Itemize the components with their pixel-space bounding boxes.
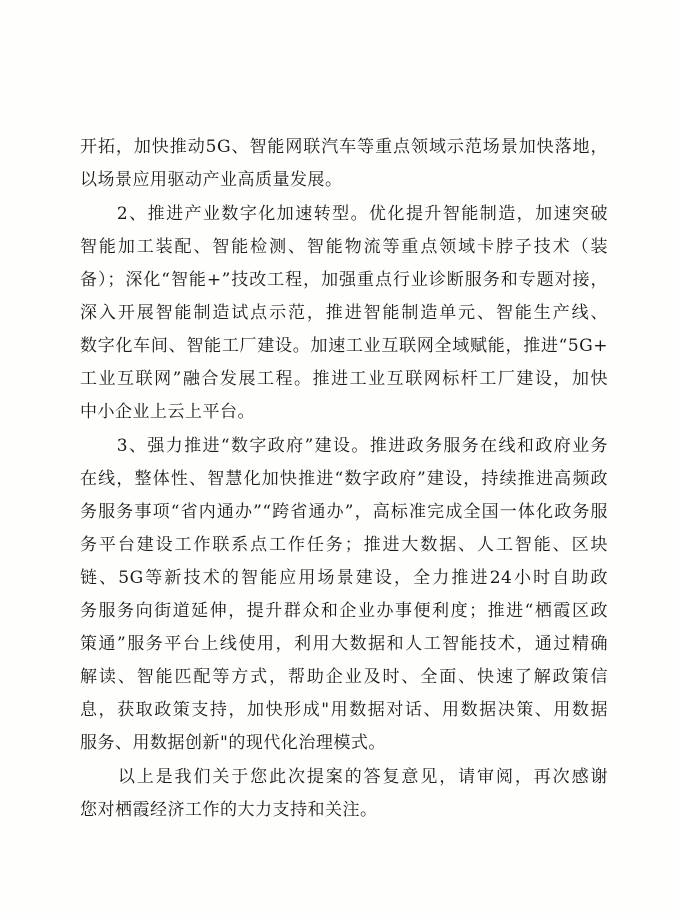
paragraph-line: 智能加工装配、智能检测、智能物流等重点领域卡脖子技术（装 bbox=[80, 237, 608, 257]
paragraph-line: 策通”服务平台上线使用，利用大数据和人工智能技术，通过精确 bbox=[80, 634, 608, 654]
paragraph-line: 息，获取政策支持，加快形成"用数据对话、用数据决策、用数据 bbox=[80, 700, 608, 720]
paragraph-line: 以场景应用驱动产业高质量发展。 bbox=[80, 170, 343, 190]
paragraph-line: 开拓，加快推动5G、智能网联汽车等重点领域示范场景加快落地， bbox=[80, 137, 608, 157]
paragraph-line: 务平台建设工作联系点工作任务；推进大数据、人工智能、区块 bbox=[80, 535, 608, 555]
paragraph-line: 中小企业上云上平台。 bbox=[80, 402, 255, 422]
paragraph-line: 2、推进产业数字化加速转型。优化提升智能制造，加速突破 bbox=[80, 204, 608, 224]
paragraph-line: 数字化车间、智能工厂建设。加速工业互联网全域赋能，推进“5G+ bbox=[80, 336, 608, 356]
paragraph-line: 务服务事项“省内通办”“跨省通办”，高标准完成全国一体化政务服 bbox=[80, 502, 608, 522]
paragraph-line: 务服务向街道延伸，提升群众和企业办事便利度；推进“栖霞区政 bbox=[80, 601, 608, 621]
paragraph-line: 您对栖霞经济工作的大力支持和关注。 bbox=[80, 800, 378, 820]
paragraph-line: 备）；深化“智能+”技改工程，加强重点行业诊断服务和专题对接， bbox=[80, 270, 608, 290]
paragraph-line: 以上是我们关于您此次提案的答复意见，请审阅，再次感谢 bbox=[80, 767, 608, 787]
paragraph-line: 深入开展智能制造试点示范，推进智能制造单元、智能生产线、 bbox=[80, 303, 608, 323]
paragraph-line: 链、5G等新技术的智能应用场景建设，全力推进24小时自助政 bbox=[80, 568, 608, 588]
paragraph-line: 在线，整体性、智慧化加快推进“数字政府”建设，持续推进高频政 bbox=[80, 469, 608, 489]
paragraph-line: 3、强力推进“数字政府”建设。推进政务服务在线和政府业务 bbox=[80, 436, 608, 456]
paragraph-line: 工业互联网”融合发展工程。推进工业互联网标杆工厂建设，加快 bbox=[80, 369, 608, 389]
paragraph-line: 服务、用数据创新"的现代化治理模式。 bbox=[80, 733, 386, 753]
paragraph-line: 解读、智能匹配等方式，帮助企业及时、全面、快速了解政策信 bbox=[80, 667, 608, 687]
